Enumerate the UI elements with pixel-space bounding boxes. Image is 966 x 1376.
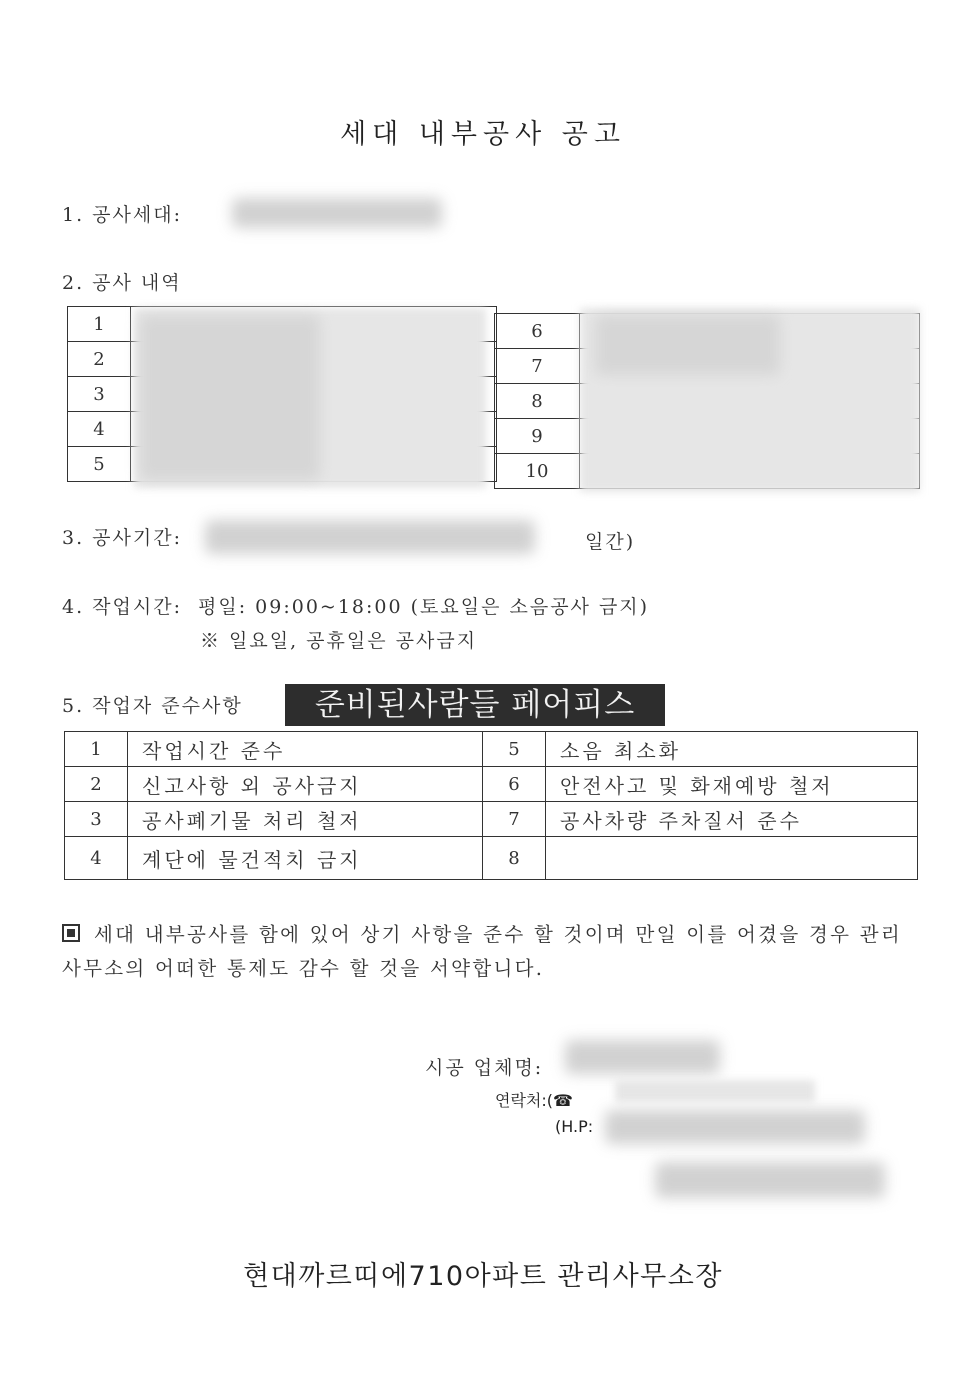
- rule-number: 6: [483, 767, 546, 802]
- section-5-label: 5. 작업자 준수사항: [62, 695, 243, 717]
- checkbox-square-icon: [62, 924, 80, 942]
- rule-text: 작업시간 준수: [128, 732, 483, 767]
- rule-text: 계단에 물건적치 금지: [128, 837, 483, 880]
- row-number: 7: [495, 349, 580, 384]
- redacted-stamp: [655, 1162, 885, 1198]
- document-title: 세대 내부공사 공고: [340, 119, 626, 150]
- row-number: 3: [68, 377, 131, 412]
- contractor-name-label: 시공 업체명:: [425, 1057, 544, 1079]
- rule-text: 신고사항 외 공사금지: [128, 767, 483, 802]
- pledge-text: 세대 내부공사를 함에 있어 상기 사항을 준수 할 것이며 만일 이를 어겼을 경우 관리사무소의 어떠한 통제도 감수 할 것을 서약합니다.: [62, 923, 903, 980]
- rules-table: [64, 731, 918, 880]
- watermark-banner: 준비된사람들 페어피스: [285, 684, 665, 726]
- section-4-label: 4. 작업시간:: [62, 596, 182, 618]
- section-3-label: 3. 공사기간:: [62, 527, 182, 549]
- row-number: 10: [495, 454, 580, 489]
- section-1-label: 1. 공사세대:: [62, 204, 182, 226]
- period-suffix: 일간): [585, 531, 636, 553]
- rule-number: 1: [65, 732, 128, 767]
- rule-number: 4: [65, 837, 128, 880]
- row-number: 5: [68, 447, 131, 482]
- table-row: [65, 837, 918, 880]
- hp-label: (H.P:: [555, 1117, 594, 1136]
- rule-text: 공사폐기물 처리 철저: [128, 802, 483, 837]
- rule-text: 소음 최소화: [546, 732, 918, 767]
- section-2-label: 2. 공사 내역: [62, 272, 182, 294]
- rule-text: 공사차량 주차질서 준수: [546, 802, 918, 837]
- table-row: [65, 732, 918, 767]
- redacted-contact: [615, 1080, 815, 1102]
- redacted-items-left: [140, 315, 320, 480]
- row-number: 8: [495, 384, 580, 419]
- issuer-signature: 현대까르띠에710아파트 관리사무소장: [243, 1261, 723, 1292]
- work-hours: 평일: 09:00~18:00 (토요일은 소음공사 금지): [198, 596, 650, 618]
- rule-number: 7: [483, 802, 546, 837]
- redacted-period: [205, 520, 535, 554]
- redacted-items-right: [595, 315, 780, 375]
- redacted-contractor-name: [565, 1040, 720, 1074]
- table-row: [65, 767, 918, 802]
- rule-number: 8: [483, 837, 546, 880]
- row-number: 4: [68, 412, 131, 447]
- rule-number: 5: [483, 732, 546, 767]
- rule-number: 3: [65, 802, 128, 837]
- row-number: 9: [495, 419, 580, 454]
- redacted-hp: [605, 1110, 865, 1144]
- rule-text: 안전사고 및 화재예방 철저: [546, 767, 918, 802]
- holiday-note: ※ 일요일, 공휴일은 공사금지: [200, 630, 478, 652]
- row-number: 6: [495, 314, 580, 349]
- rule-number: 2: [65, 767, 128, 802]
- contact-label: 연락처:(☎: [495, 1091, 573, 1110]
- redacted-household: [232, 198, 442, 228]
- row-number: 1: [68, 307, 131, 342]
- row-number: 2: [68, 342, 131, 377]
- pledge-paragraph: [62, 918, 922, 986]
- rule-text: [546, 837, 918, 880]
- table-row: [65, 802, 918, 837]
